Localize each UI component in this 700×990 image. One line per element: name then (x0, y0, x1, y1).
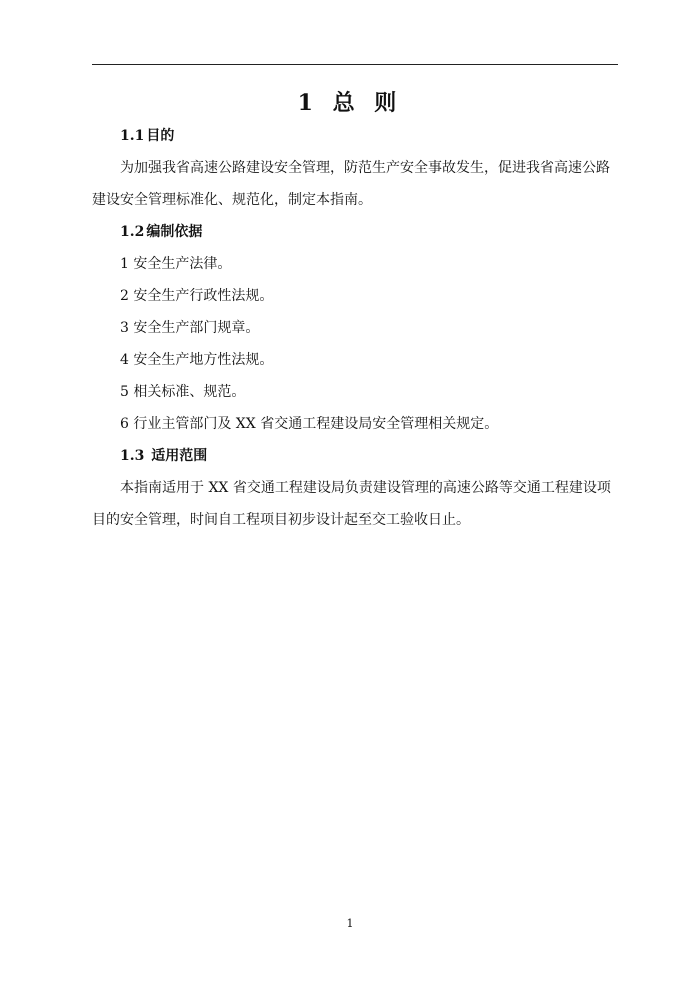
header-rule (92, 64, 618, 65)
paragraph-line: 为加强我省高速公路建设安全管理，防范生产安全事故发生，促进我省高速公路 (120, 160, 610, 176)
list-item: 6 行业主管部门及 XX 省交通工程建设局安全管理相关规定。 (120, 416, 499, 432)
section-heading-1-2 (92, 216, 618, 248)
chapter-title: 1 总 则 (297, 90, 403, 116)
section-heading-1-1 (92, 120, 618, 152)
paragraph-line: 本指南适用于 XX 省交通工程建设局负责建设管理的高速公路等交通工程建设项 (120, 480, 611, 496)
section-paragraph-1-3 (92, 472, 618, 536)
list-item: 5 相关标准、规范。 (120, 384, 246, 400)
list-item: 3 安全生产部门规章。 (120, 320, 260, 336)
section-number: 1.1 (120, 128, 145, 144)
section-title: 目的 (146, 128, 175, 144)
paragraph-line: 建设安全管理标准化、规范化，制定本指南。 (92, 192, 372, 208)
section-paragraph-1-1 (92, 152, 618, 216)
section-heading-1-3 (92, 440, 618, 472)
list-item: 4 安全生产地方性法规。 (120, 352, 274, 368)
page-number: 1 (346, 917, 354, 930)
paragraph-line: 目的安全管理，时间自工程项目初步设计起至交工验收日止。 (92, 512, 470, 528)
list-item: 2 安全生产行政性法规。 (120, 288, 274, 304)
list-item: 1 安全生产法律。 (120, 256, 232, 272)
section-title: 适用范围 (151, 448, 208, 464)
section-title: 编制依据 (146, 224, 203, 240)
document-body (92, 120, 618, 536)
section-number: 1.3 (120, 448, 145, 464)
section-number: 1.2 (120, 224, 145, 240)
